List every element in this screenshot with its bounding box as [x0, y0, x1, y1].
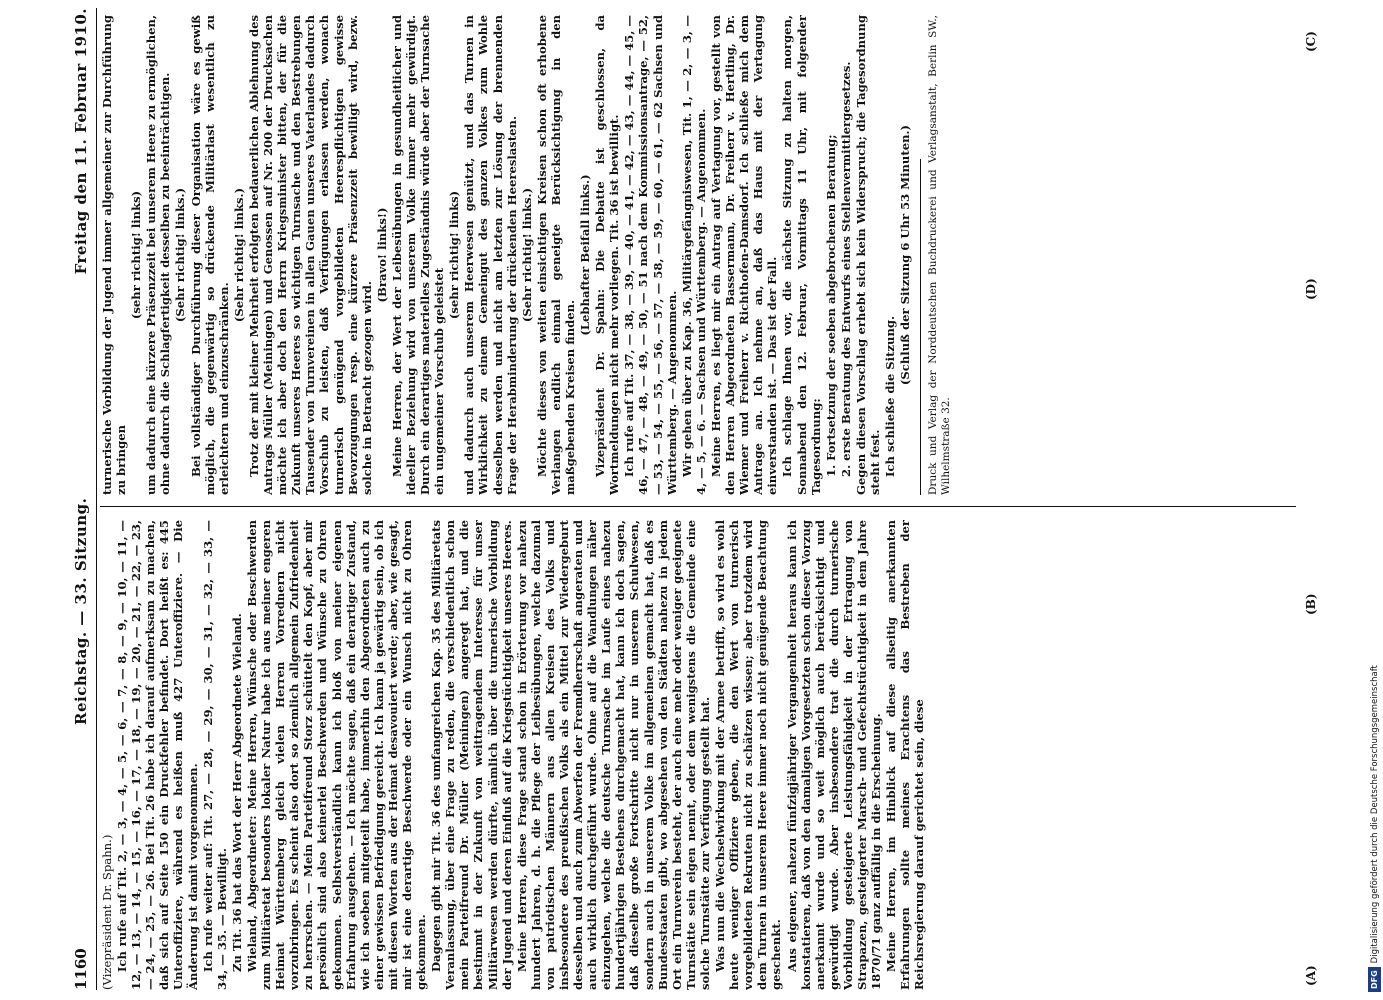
page-header — [66, 8, 96, 990]
footer-rule — [920, 159, 921, 495]
margin-marker-a: (A) — [1304, 965, 1318, 986]
paragraph: um dadurch eine kürzere Präsenzzeit bei unserem Heere zu ermöglichen, ohne dadurch die Schlagfertigkeit desselben zu beeinträchtigen. — [144, 15, 173, 495]
paragraph: Trotz der mit kleiner Mehrheit erfolgten bedauerlichen Ablehnung des Antrags Müller (Meiningen) und Genossen auf Nr. 200 der Drucksachen möchte ich aber doch den Herrn Kriegsminister bitten, der für die Zukunft unseres Heeres so wichtigen Turnsache und den Bestrebungen Tausender von Turnvereinen in allen Gauen unseres Vaterlandes dadurch Vorschub zu leisten, daß Verfügungen erlassen werden, wonach turnerisch genügend vorgebildeten Heerespflichtigen gewisse Bevorzugungen resp. eine kürzere Präsenzzeit bewilligt wird, bezw. solche in Betracht gezogen wird. — [246, 15, 374, 495]
paragraph: Bei vollständiger Durchführung dieser Organisation wäre es gewiß möglich, die gegenwärtig so drückende Militärlast wesentlich zu erleichtern und einzuschränken. — [188, 15, 231, 495]
dfg-note-text: Digitalisierung gefördert durch die Deutsche Forschungsgemeinschaft — [1370, 665, 1380, 964]
paragraph: Vizepräsident Dr. Spahn: Die Debatte ist geschlossen, da Wortmeldungen nicht mehr vorliegen. Tit. 36 ist bewilligt. — [593, 15, 622, 495]
printer-imprint: Druck und Verlag der Norddeutschen Buchdruckerei und Verlagsanstalt, Berlin SW., Wilhelmstraße 32. — [927, 15, 952, 495]
column-divider — [100, 506, 1296, 507]
paragraph: Was nun die Wechselwirkung mit der Armee betrifft, so wird es wohl heute weniger Offiziere geben, die den Wert von turnerisch vorgebildeten Rekruten nicht zu schätzen wissen; aber trotzdem wird dem Turnen in unserem Heere immer noch nicht genügende Beachtung geschenkt. — [713, 520, 784, 990]
paragraph: Ich rufe auf Tit. 2, — 3, — 4, — 5, — 6, — 7, — 8, — 9, — 10, — 11, — 12, — 13, — 14, — 15, — 16, — 17, — 18, — 19, — 20, — 21, — 22, — 23, — 24, — 25, — 26. Bei Tit. 26 habe ich darauf aufmerksam zu machen, daß sich auf Seite 150 ein Druckfehler befindet. Dort heißt es: 445 Unteroffiziere, während es heißen muß 427 Unteroffiziere. — Die Änderung ist damit vorgenommen. — [115, 520, 200, 990]
paragraph: Zu Tit. 36 hat das Wort der Herr Abgeordnete Wieland. — [229, 613, 244, 972]
paragraph: Meine Herren, im Hinblick auf diese allseitig anerkannten Erfahrungen sollte meines Erachtens das Bestreben der Reichsregierung darauf gerichtet sein, diese — [884, 520, 927, 990]
paragraph: Meine Herren, es liegt mir ein Antrag auf Vertagung vor, gestellt von den Herren Abgeordneten Bassermann, Dr. Freiherr v. Hertling, Dr. Wiemer und Freiherr v. Richthofen-Damsdorf. Ich schließe mich dem Antrage an. Ich nehme an, daß das Haus mit der Vertagung einverstanden ist. — Das ist der Fall. — [708, 15, 780, 495]
speaker-note: (Vizepräsident Dr. Spahn.) — [100, 834, 114, 990]
dfg-funding-note — [1368, 8, 1381, 992]
paragraph: Wieland, Abgeordneter: Meine Herren, Wünsche oder Beschwerden zum Militäretat besonders lokaler Natur habe ich aus meiner engeren Heimat Württemberg gleich vielen Herren Vorrednern nicht vorzubringen. Es scheint also dort so ziemlich allgemein Zufriedenheit zu herrschen. — Mein Parteifreund Storz schüttelt den Kopf, aber mir persönlich sind also keinerlei Beschwerden und Wünsche zu Ohren gekommen. Selbstverständlich kann ich bloß von meiner eigenen Erfahrung ausgehen. — Ich möchte sagen, daß ein derartiger Zustand, wie ich soeben mitgeteilt habe, immerhin den Abgeordneten auch zu einer gewissen Befriedigung gereicht. Ich kann ja gewärtig sein, ob ich mit diesen Worten aus der Heimat desavouiert werde; aber, wie gesagt, mir ist eine derartige Beschwerde oder ein Wunsch nicht zu Ohren gekommen. — [244, 520, 429, 990]
paragraph: turnerische Vorbildung der Jugend immer allgemeiner zur Durchführung zu bringen — [100, 15, 129, 495]
paragraph: und dadurch auch unserem Heerwesen genützt, und das Turnen in Wirklichkeit zu einem Gemeingut des ganzen Volkes zum Wohle desselben werden und nicht am letzten zur Lösung der brennenden Frage der Herabminderung der drückenden Heereslasten. — [462, 15, 519, 495]
page-content-rotated — [60, 0, 1370, 1000]
interjection: (Sehr richtig! links.) — [231, 187, 246, 323]
paragraph: Meine Herren, diese Frage stand schon in Erörterung vor nahezu hundert Jahren, d. h. die Pflege der Leibesübungen, welche dazumal von patriotischen Männern aus allen Kreisen des Volks und insbesondere des preußischen Volks als ein Mittel zur Wiedergeburt desselben und auch zum Abwerfen der Fremdherrschaft angeraten und auch wirklich durchgeführt wurde. Ohne auf die Wandlungen näher einzugehen, welche die deutsche Turnsache im Laufe eines nahezu hundertjährigen Bestehens durchgemacht hat, kann ich doch sagen, daß dieselbe große Fortschritte nicht nur in unserem Schulwesen, sondern auch in unserem Volke im allgemeinen gemacht hat, daß es Bundesstaaten gibt, wo abgesehen von den Städten nahezu in jedem Ort ein Turnverein besteht, der auch eine mehr oder weniger geeignete Turnstätte sein eigen nennt, oder dem wenigstens die Gemeinde eine solche Turnstätte zur Verfügung gestellt hat. — [514, 520, 712, 990]
page-number: 1160 — [72, 948, 90, 990]
rotated-page — [60, 0, 1370, 1000]
agenda-item: 1. Fortsetzung der soeben abgebrochenen Beratung; — [823, 134, 838, 477]
margin-marker-d: (D) — [1304, 278, 1318, 300]
paragraph: Ich schlage Ihnen vor, die nächste Sitzung zu halten morgen, Sonnabend den 12. Februar, Vormittags 11 Uhr, mit folgender Tagesordnung: — [780, 15, 823, 495]
dfg-logo: DFG — [1368, 967, 1381, 992]
header-rule — [96, 8, 97, 990]
margin-marker-c: (C) — [1304, 31, 1318, 52]
margin-marker-b: (B) — [1304, 593, 1318, 615]
paragraph: Ich schließe die Sitzung. — [883, 315, 898, 477]
paragraph: Möchte dieses von weiten einsichtigen Kreisen schon oft erhobene Verlangen endlich einmal geneigte Berücksichtigung in den maßgebenden Kreisen finden. — [534, 15, 577, 495]
interjection: (Bravo! links!) — [374, 207, 389, 303]
paragraph: Ich rufe weiter auf: Tit. 27, — 28, — 29, — 30, — 31, — 32, — 33, — 34, — 35. — Bewilligt. — [200, 520, 229, 990]
header-right-title: Freitag den 11. Februar 1910. — [72, 8, 90, 275]
closing-note: (Schluß der Sitzung 6 Uhr 53 Minuten.) — [898, 124, 913, 386]
interjection: (Sehr richtig! links.) — [173, 187, 188, 323]
paragraph: Wir gehen über zu Kap. 36, Militärgefängniswesen, Tit. 1, — 2, — 3, — 4, — 5, — 6. — Sachsen und Württemberg. — Angenommen. — [679, 15, 708, 495]
interjection: (Sehr richtig! links.) — [519, 187, 534, 323]
paragraph: Gegen diesen Vorschlag erhebt sich kein Widerspruch; die Tagesordnung steht fest. — [853, 15, 882, 495]
agenda-item: 2. erste Beratung des Entwurfs eines Stellenvermittlergesetzes. — [838, 61, 853, 477]
interjection: (Lebhafter Beifall links.) — [578, 174, 593, 336]
paragraph: Ich rufe auf Tit. 37, — 38, — 39, — 40, — 41, — 42, — 43, — 44, — 45, — 46, — 47, — 48, — 49, — 50, — 51 nach dem Kommissionsantrage, — 52, — 53, — 54, — 55, — 56, — 57, — 58, — 59, — 60, — 61, — 62 Sachsen und Württemberg. — Angenommen. — [622, 15, 679, 495]
paragraph: Meine Herren, der Wert der Leibesübungen in gesundheitlicher und ideeller Beziehung wird von unserem Volke immer mehr gewürdigt. Durch ein derartiges materielles Zugeständnis würde aber der Turnsache ein ungemeiner Vorschub geleistet — [389, 15, 447, 495]
interjection: (sehr richtig! links) — [447, 190, 462, 320]
left-column — [100, 520, 1296, 990]
interjection: (sehr richtig! links) — [129, 190, 144, 320]
paragraph: Dagegen gibt mir Tit. 36 des umfangreichen Kap. 35 des Militäretats Veranlassung, über eine Frage zu reden, die verschiedentlich schon mein Parteifreund Dr. Müller (Meiningen) angeregt hat, und die bestimmt in der Zukunft von weittragendem Interesse für unser Militärwesen werden dürfte, nämlich über die turnerische Vorbildung der Jugend und deren Einfluß auf die Kriegstüchtigkeit unseres Heeres. — [429, 520, 514, 990]
header-left-title: Reichstag. — 33. Sitzung. — [72, 497, 90, 725]
paragraph: Aus eigener, nahezu fünfzigjähriger Vergangenheit heraus kann ich konstatieren, daß von den damaligen Vorgesetzten schon dieser Vorzug anerkannt wurde und so weit möglich auch berücksichtigt und gewürdigt wurde. Aber insbesondere trat die durch turnerische Vorbildung gesteigerte Leistungsfähigkeit in der Ertragung von Strapazen, gesteigerter Marsch- und Gefechtstüchtigkeit in dem Jahre 1870/71 ganz auffällig in die Erscheinung. — [784, 520, 884, 990]
right-column — [100, 15, 1296, 495]
